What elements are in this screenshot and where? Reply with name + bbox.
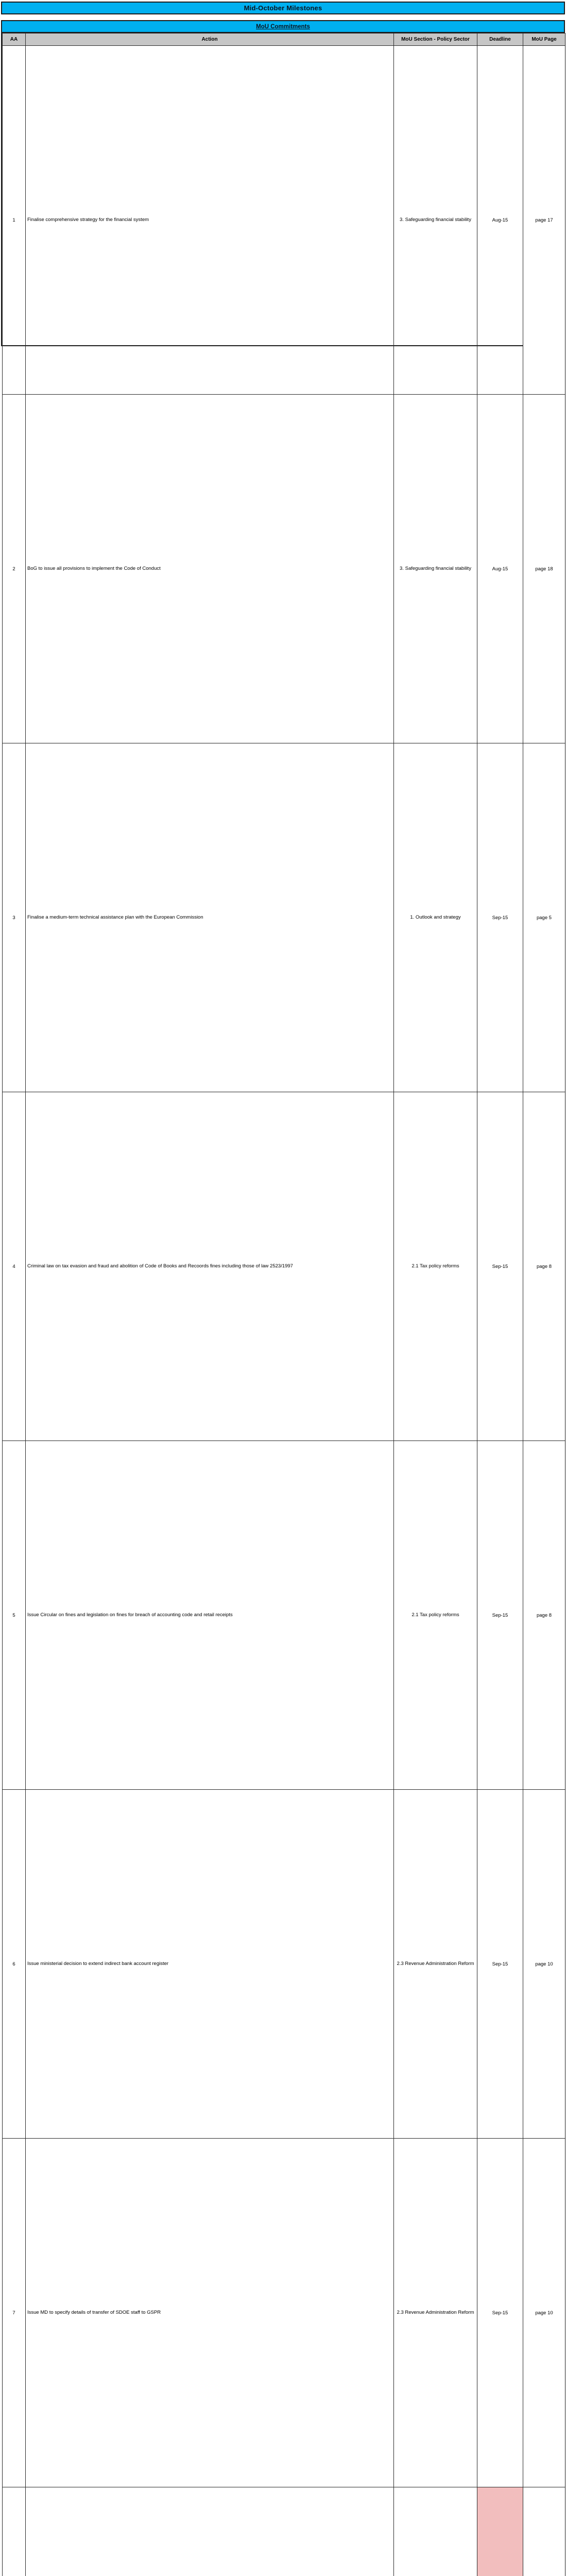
action-cell: Issue MD to specify details of transfer of SDOE staff to GSPR [26, 2139, 394, 2487]
row-number-cell: 7 [3, 2139, 26, 2487]
row-number-cell: 3 [3, 743, 26, 1092]
table-row [3, 743, 565, 1092]
section-cell: 3. Safeguarding financial stability [394, 395, 477, 743]
table-header [3, 33, 565, 46]
table-body [3, 46, 565, 2576]
row-number-cell: 4 [3, 1092, 26, 1441]
deadline-cell: Aug-15 [477, 46, 523, 395]
column-header-deadline: Deadline [477, 33, 523, 46]
action-cell: BoG to issue all provisions to implement the Code of Conduct [26, 395, 394, 743]
action-cell: Finalise comprehensive strategy for the financial system [26, 46, 394, 395]
action-cell: Issue Circular on fines and legislation on fines for breach of accounting code and retail receipts [26, 1441, 394, 1790]
action-cell [26, 2487, 394, 2576]
table-row [3, 1790, 565, 2139]
page [0, 0, 566, 347]
header-row [3, 33, 565, 46]
deadline-cell: Sep-15 [477, 1790, 523, 2139]
milestones-table [2, 33, 565, 2576]
page-cell: page 5 [523, 743, 565, 1092]
column-header-section: MoU Section - Policy Sector [394, 33, 477, 46]
mou-commitments-section [1, 20, 565, 346]
table-row [3, 395, 565, 743]
section-cell: 2.1 Tax policy reforms [394, 1441, 477, 1790]
deadline-cell: Aug-15 [477, 395, 523, 743]
deadline-cell: Sep-15 [477, 1092, 523, 1441]
deadline-cell: Sep-15 [477, 743, 523, 1092]
page-cell [523, 2487, 565, 2576]
row-number-cell: 6 [3, 1790, 26, 2139]
page-cell: page 8 [523, 1092, 565, 1441]
page-cell: page 17 [523, 46, 565, 395]
section-cell: 2.1 Tax policy reforms [394, 1092, 477, 1441]
action-cell: Finalise a medium-term technical assistance plan with the European Commission [26, 743, 394, 1092]
column-header-action: Action [26, 33, 394, 46]
table-row [3, 1441, 565, 1790]
deadline-cell: Sep-15 [477, 1441, 523, 1790]
table-row [3, 46, 565, 395]
page-title: Mid-October Milestones [1, 2, 565, 14]
page-cell: page 18 [523, 395, 565, 743]
row-number-cell: 1 [3, 46, 26, 395]
column-header-page: MoU Page [523, 33, 565, 46]
row-number-cell: 5 [3, 1441, 26, 1790]
section-title: MoU Commitments [256, 24, 310, 30]
deadline-cell: Sep-15 [477, 2139, 523, 2487]
section-cell: 3. Safeguarding financial stability [394, 46, 477, 395]
section-cell: 2.3 Revenue Administration Reform [394, 1790, 477, 2139]
deadline-cell [477, 2487, 523, 2576]
action-cell: Issue ministerial decision to extend indirect bank account register [26, 1790, 394, 2139]
table-row [3, 2487, 565, 2576]
table-row [3, 1092, 565, 1441]
section-cell: 2.3 Revenue Administration Reform [394, 2139, 477, 2487]
table-row [3, 2139, 565, 2487]
page-cell: page 8 [523, 1441, 565, 1790]
section-cell [394, 2487, 477, 2576]
section-cell: 1. Outlook and strategy [394, 743, 477, 1092]
action-cell: Criminal law on tax evasion and fraud and abolition of Code of Books and Recoords fines including those of law 2523/1997 [26, 1092, 394, 1441]
row-number-cell: 2 [3, 395, 26, 743]
row-number-cell [3, 2487, 26, 2576]
column-header-aa: AA [3, 33, 26, 46]
section-title-bar [2, 21, 564, 33]
page-cell: page 10 [523, 1790, 565, 2139]
page-cell: page 10 [523, 2139, 565, 2487]
